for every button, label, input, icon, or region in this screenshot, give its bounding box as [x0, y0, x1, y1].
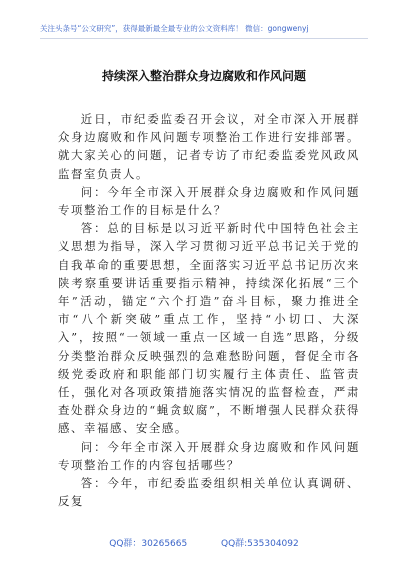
- paragraph-question-2: 问：今年全市深入开展群众身边腐败和作风问题专项整治工作的内容包括哪些？: [58, 439, 360, 472]
- header-note: 关注头条号“公文研究”，获得最新最全最专业的公文资料库！ 微信：gongwenyj: [40, 24, 309, 33]
- paragraph-answer-2: 答：今年，市纪委监委组织相关单位认真调研、反复: [58, 476, 360, 509]
- qq-group-secondary: QQ群:535304092: [220, 539, 299, 549]
- paragraph-question-1: 问：今年全市深入开展群众身边腐败和作风问题专项整治工作的目标是什么？: [58, 184, 360, 218]
- footer-qq-groups: [0, 538, 408, 550]
- paragraph-intro: 近日，市纪委监委召开会议，对全市深入开展群众身边腐败和作风问题专项整治工作进行安排部署。就大家关心的问题，记者专访了市纪委监委党风政风监督室负责人。: [58, 112, 360, 181]
- paragraph-answer-1: 答：总的目标是以习近平新时代中国特色社会主义思想为指导，深入学习贯彻习近平总书记关于党的自我革命的重要思想，全面落实习近平总书记历次来陕考察重要讲话重要指示精神，持续深化拓展“三个年”活动，锚定“六个打造”奋斗目标，聚力推进全市“八个新突破”重点工作，坚持“小切口、大深入”，按照“一领域一重点一区域一自选”思路，分级分类整治群众反映强烈的急难愁盼问题，督促全市各级党委政府和职能部门切实履行主体责任、监管责任，强化对各项政策措施落实情况的监督检查，严肃查处群众身边的“蝇贪蚁腐”，不断增强人民群众获得感、幸福感、安全感。: [58, 221, 360, 436]
- qq-group-primary: QQ群：30265665: [109, 539, 188, 549]
- document-body: [58, 110, 360, 510]
- header-divider: [40, 38, 368, 39]
- document-title: 持续深入整治群众身边腐败和作风问题: [101, 69, 306, 83]
